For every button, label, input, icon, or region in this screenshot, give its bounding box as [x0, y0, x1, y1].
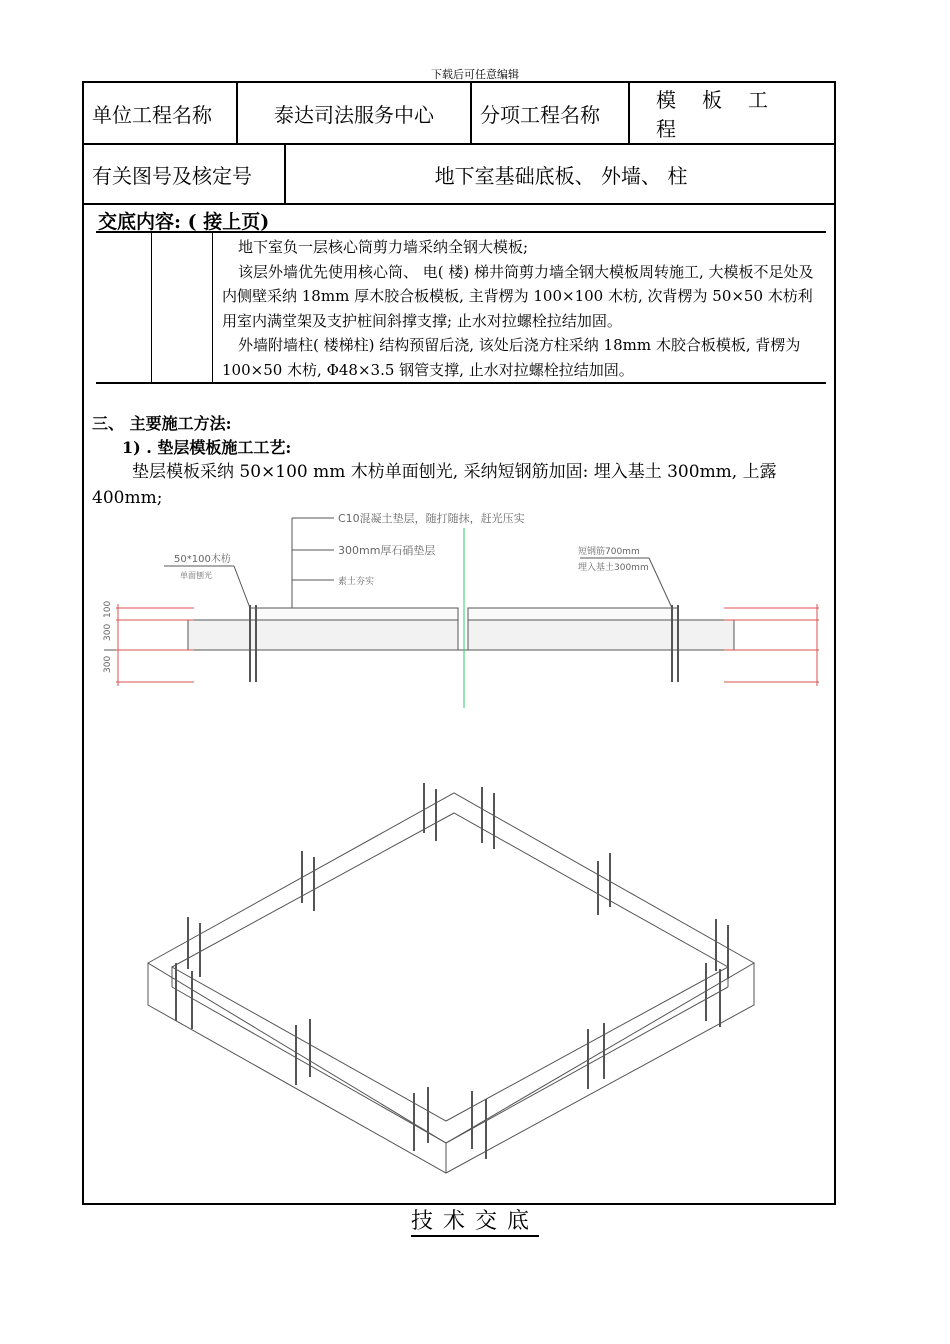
item-name-label: 分项工程名称: [480, 102, 600, 127]
unit-name-value: 泰达司法服务中心: [274, 102, 434, 127]
label-stone-layer: 300mm厚石硝垫层: [338, 544, 436, 557]
content-paragraph: 该层外墙优先使用核心筒、 电( 楼) 梯井筒剪力墙全钢大模板周转施工, 大模板不足处及内侧壁采纳 18mm 厚木胶合板模板, 主背楞为 100×100 木枋, 次背楞为 50×50 木枋利用室内满堂架及支护桩间斜撑支撑; 止水对拉螺栓拉结加固。: [222, 262, 814, 330]
label-timber: 50*100木枋: [174, 554, 231, 565]
section-3-text: 垫层模板采纳 50×100 mm 木枋单面刨光, 采纳短钢筋加固: 埋入基土 300mm, 上露 400mm;: [92, 462, 777, 508]
header-row-2: [84, 145, 834, 205]
dim-300-left-lower: 300: [103, 655, 113, 673]
section-3-heading: 三、 主要施工方法:: [92, 414, 232, 433]
label-soil: 素土夯实: [338, 577, 375, 587]
content-paragraph: 外墙附墙柱( 楼梯柱) 结构预留后浇, 该处后浇方柱采纳 18mm 木胶合板模板, 背楞为 100×50 木枋, Φ48×3.5 钢管支撑, 止水对拉螺栓拉结加固。: [222, 336, 801, 379]
content-paragraphs: [222, 235, 816, 382]
label-c10: C10混凝土垫层，随打随抹，赶光压实: [338, 512, 525, 525]
dim-100-left: 100: [103, 600, 113, 618]
item-name-value: 模板工程: [656, 88, 794, 141]
drawing-no-value: 地下室基础底板、 外墙、 柱: [434, 163, 688, 188]
section-3-sub-heading: 1) . 垫层模板施工工艺:: [122, 438, 292, 457]
content-paragraph: 地下室负一层核心筒剪力墙采纳全钢大模板;: [238, 238, 529, 256]
footer-title: [0, 1204, 950, 1235]
label-rebar: 短钢筋700mm: [578, 547, 640, 557]
formwork-isometric-drawing: [84, 773, 834, 1193]
content-title: 交底内容: ( 接上页): [98, 211, 270, 233]
disclosure-form: [82, 81, 836, 1205]
header-row-1: [84, 83, 834, 145]
header-note: 下载后可任意编辑: [431, 68, 519, 81]
dim-300-left: 300: [103, 623, 113, 641]
unit-name-label: 单位工程名称: [92, 102, 212, 127]
footer-title-text: 技术交底: [411, 1209, 539, 1237]
drawing-no-label: 有关图号及核定号: [92, 163, 252, 188]
label-rebar-embed: 埋入基土300mm: [578, 563, 649, 573]
cushion-section-drawing: [84, 508, 834, 718]
label-timber-planed: 单面刨光: [180, 571, 212, 580]
